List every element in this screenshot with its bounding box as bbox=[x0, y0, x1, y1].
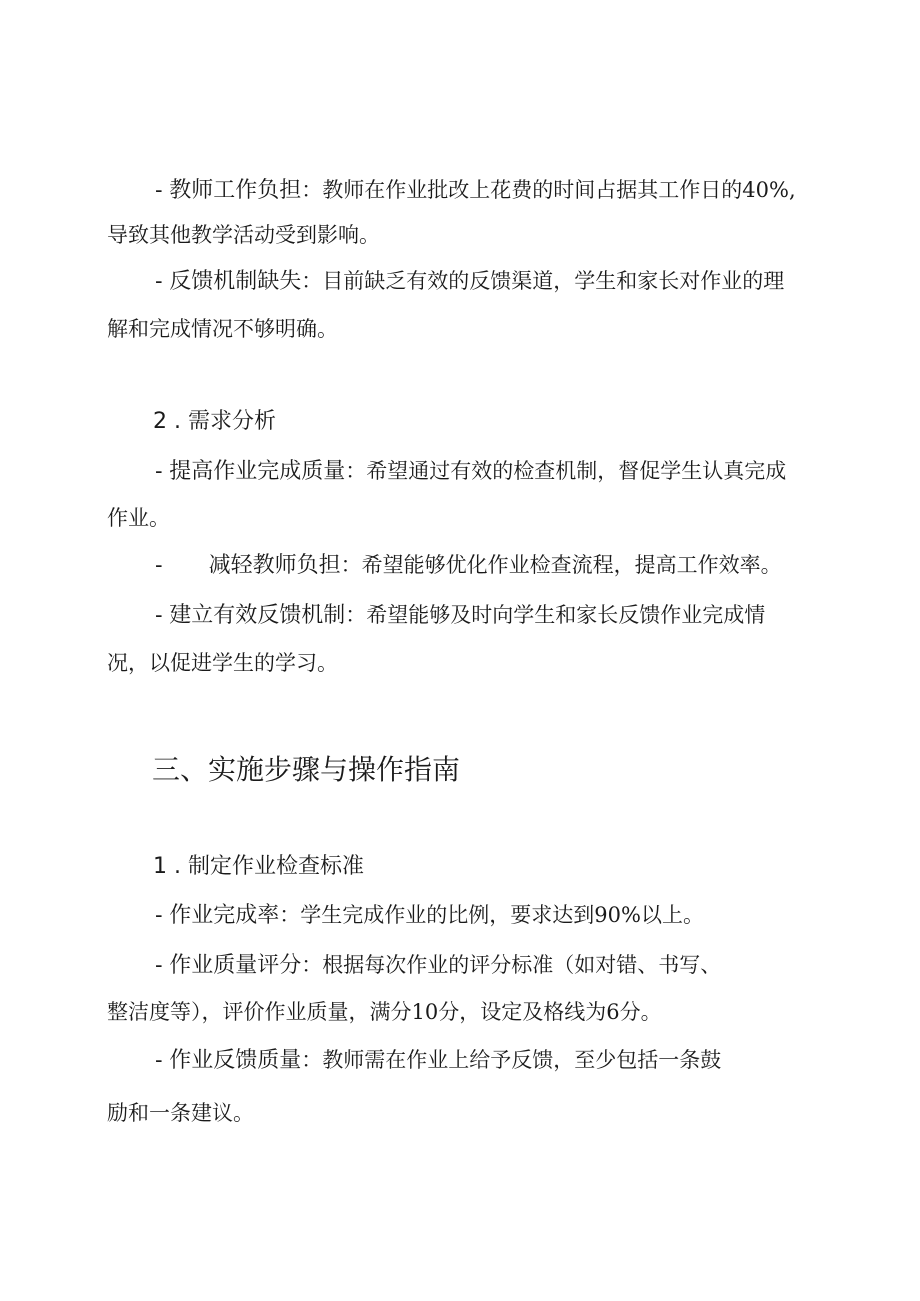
bullet-separator: ： bbox=[301, 269, 323, 293]
bullet-text: 教师需在作业上给予反馈，至少包括一条鼓 bbox=[322, 1048, 722, 1072]
bullet-text: 根据每次作业的评分标准（如对错、书写、 bbox=[322, 953, 722, 977]
bullet-improve-quality bbox=[155, 456, 786, 487]
bullet-term: 作业质量评分 bbox=[169, 953, 302, 978]
bullet-reduce-burden bbox=[155, 550, 782, 581]
bullet-term: 作业完成率 bbox=[169, 903, 280, 928]
bullet-dash: - bbox=[155, 1048, 163, 1072]
bullet-separator: ： bbox=[345, 603, 367, 627]
bullet-dash: - bbox=[155, 603, 163, 627]
bullet-feedback-missing bbox=[155, 266, 784, 297]
bullet-separator: ： bbox=[301, 953, 323, 977]
bullet-feedback-quality bbox=[155, 1045, 721, 1076]
bullet-term: 提高作业完成质量 bbox=[169, 459, 346, 484]
bullet-dash: - bbox=[155, 269, 163, 293]
bullet-separator: ： bbox=[301, 178, 323, 202]
bullet-text: 教师在作业批改上花费的时间占据其工作日的40%, bbox=[322, 178, 796, 202]
bullet-text: 目前缺乏有效的反馈渠道，学生和家长对作业的理 bbox=[322, 269, 785, 293]
bullet-continuation: 励和一条建议。 bbox=[107, 1101, 254, 1125]
bullet-text: 希望能够及时向学生和家长反馈作业完成情 bbox=[366, 603, 766, 627]
subheading-needs-analysis: 2 . 需求分析 bbox=[153, 409, 276, 434]
bullet-separator: ： bbox=[301, 1048, 323, 1072]
bullet-dash: - bbox=[155, 178, 163, 202]
bullet-continuation: 作业。 bbox=[107, 506, 170, 530]
bullet-quality-score bbox=[155, 950, 721, 981]
bullet-teacher-burden bbox=[155, 175, 796, 206]
bullet-text: 学生完成作业的比例，要求达到90%以上。 bbox=[300, 903, 704, 927]
subheading-inspection-standards: 1 . 制定作业检查标准 bbox=[153, 854, 364, 879]
bullet-term: 作业反馈质量 bbox=[169, 1048, 302, 1073]
bullet-dash: - bbox=[155, 553, 163, 577]
bullet-separator: ： bbox=[340, 553, 362, 577]
bullet-build-feedback bbox=[155, 600, 765, 631]
section-heading: 三、实施步骤与操作指南 bbox=[152, 753, 461, 786]
bullet-dash: - bbox=[155, 953, 163, 977]
bullet-continuation: 况，以促进学生的学习。 bbox=[107, 651, 338, 675]
bullet-term: 反馈机制缺失 bbox=[169, 269, 302, 294]
bullet-dash: - bbox=[155, 903, 163, 927]
bullet-separator: ： bbox=[279, 903, 301, 927]
bullet-dash: - bbox=[155, 459, 163, 483]
bullet-completion-rate bbox=[155, 900, 704, 931]
bullet-term: 减轻教师负担 bbox=[208, 553, 341, 578]
bullet-continuation: 整洁度等），评价作业质量，满分10分，设定及格线为6分。 bbox=[107, 1000, 662, 1024]
bullet-separator: ： bbox=[345, 459, 367, 483]
bullet-term: 建立有效反馈机制 bbox=[169, 603, 346, 628]
bullet-term: 教师工作负担 bbox=[169, 178, 302, 203]
bullet-text: 希望通过有效的检查机制，督促学生认真完成 bbox=[366, 459, 787, 483]
bullet-text: 希望能够优化作业检查流程，提高工作效率。 bbox=[361, 553, 782, 577]
bullet-continuation: 导致其他教学活动受到影响。 bbox=[107, 223, 380, 247]
bullet-continuation: 解和完成情况不够明确。 bbox=[107, 317, 338, 341]
